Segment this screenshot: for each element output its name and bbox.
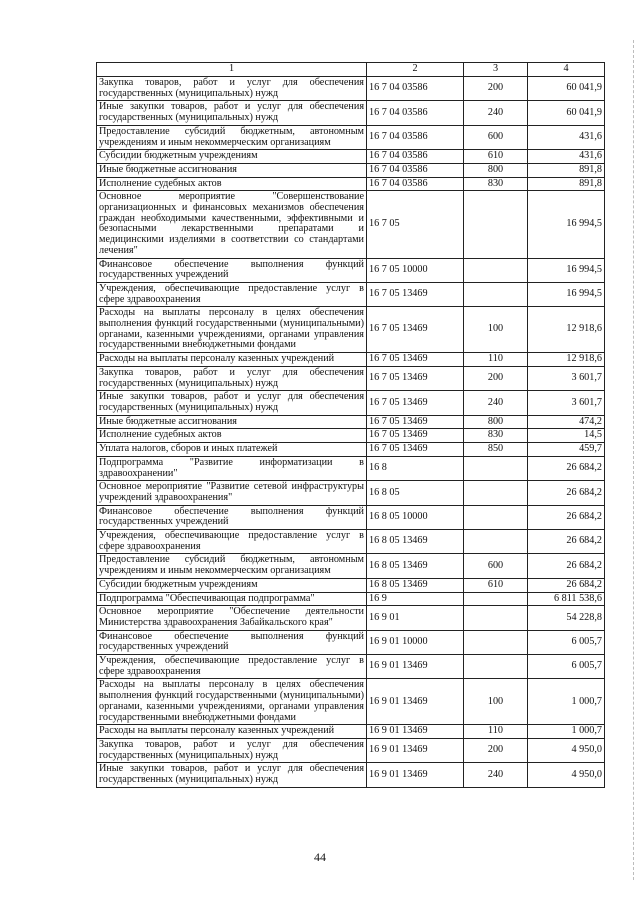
cell-expense-type: 200 bbox=[464, 77, 528, 101]
cell-expense-type: 240 bbox=[464, 101, 528, 125]
cell-code: 16 7 05 13469 bbox=[367, 443, 464, 457]
table-row bbox=[97, 738, 605, 762]
table-row bbox=[97, 655, 605, 679]
cell-name: Подпрограмма "Развитие информатизации в здравоохранении" bbox=[97, 456, 367, 480]
cell-amount: 3 601,7 bbox=[528, 366, 605, 390]
cell-code: 16 7 04 03586 bbox=[367, 77, 464, 101]
table-row bbox=[97, 163, 605, 177]
cell-expense-type: 240 bbox=[464, 391, 528, 415]
table-row bbox=[97, 415, 605, 429]
cell-expense-type: 110 bbox=[464, 725, 528, 739]
table-row bbox=[97, 505, 605, 529]
cell-expense-type: 200 bbox=[464, 366, 528, 390]
table-row bbox=[97, 101, 605, 125]
cell-name: Иные бюджетные ассигнования bbox=[97, 163, 367, 177]
cell-code: 16 9 01 10000 bbox=[367, 630, 464, 654]
header-row bbox=[97, 63, 605, 77]
cell-expense-type bbox=[464, 456, 528, 480]
cell-name: Иные закупки товаров, работ и услуг для обеспечения государственных (муниципальных) нужд bbox=[97, 101, 367, 125]
cell-name: Закупка товаров, работ и услуг для обеспечения государственных (муниципальных) нужд bbox=[97, 738, 367, 762]
cell-amount: 26 684,2 bbox=[528, 456, 605, 480]
header-col-2: 2 bbox=[367, 63, 464, 77]
cell-name: Расходы на выплаты персоналу казенных учреждений bbox=[97, 725, 367, 739]
cell-code: 16 7 05 13469 bbox=[367, 366, 464, 390]
cell-code: 16 9 01 bbox=[367, 606, 464, 630]
table-row bbox=[97, 258, 605, 282]
table-row bbox=[97, 353, 605, 367]
cell-code: 16 9 01 13469 bbox=[367, 725, 464, 739]
cell-expense-type: 850 bbox=[464, 443, 528, 457]
cell-code: 16 8 05 13469 bbox=[367, 554, 464, 578]
cell-code: 16 8 05 bbox=[367, 481, 464, 505]
cell-amount: 6 005,7 bbox=[528, 655, 605, 679]
cell-code: 16 7 05 10000 bbox=[367, 258, 464, 282]
cell-code: 16 7 04 03586 bbox=[367, 101, 464, 125]
cell-code: 16 8 05 13469 bbox=[367, 578, 464, 592]
cell-amount: 26 684,2 bbox=[528, 578, 605, 592]
cell-expense-type bbox=[464, 505, 528, 529]
cell-name: Учреждения, обеспечивающие предоставление услуг в сфере здравоохранения bbox=[97, 655, 367, 679]
cell-expense-type: 830 bbox=[464, 429, 528, 443]
table-row bbox=[97, 77, 605, 101]
header-col-1: 1 bbox=[97, 63, 367, 77]
cell-name: Учреждения, обеспечивающие предоставление услуг в сфере здравоохранения bbox=[97, 282, 367, 306]
cell-amount: 431,6 bbox=[528, 125, 605, 149]
cell-amount: 12 918,6 bbox=[528, 353, 605, 367]
cell-name: Подпрограмма "Обеспечивающая подпрограмма" bbox=[97, 592, 367, 606]
cell-amount: 4 950,0 bbox=[528, 738, 605, 762]
cell-code: 16 9 01 13469 bbox=[367, 679, 464, 725]
cell-name: Финансовое обеспечение выполнения функций государственных учреждений bbox=[97, 258, 367, 282]
cell-name: Расходы на выплаты персоналу в целях обеспечения выполнения функций государственными (муниципальными) органами, казенными учреждениями, органами управления государственными внебюджетными фондами bbox=[97, 307, 367, 353]
cell-expense-type: 800 bbox=[464, 415, 528, 429]
table-row bbox=[97, 366, 605, 390]
cell-amount: 26 684,2 bbox=[528, 505, 605, 529]
cell-amount: 6 005,7 bbox=[528, 630, 605, 654]
cell-code: 16 9 01 13469 bbox=[367, 655, 464, 679]
table-row bbox=[97, 125, 605, 149]
cell-amount: 1 000,7 bbox=[528, 679, 605, 725]
table-row bbox=[97, 443, 605, 457]
table-row bbox=[97, 530, 605, 554]
table-row bbox=[97, 578, 605, 592]
cell-name: Иные бюджетные ассигнования bbox=[97, 415, 367, 429]
cell-name: Субсидии бюджетным учреждениям bbox=[97, 150, 367, 164]
cell-name: Финансовое обеспечение выполнения функций государственных учреждений bbox=[97, 505, 367, 529]
cell-expense-type: 600 bbox=[464, 554, 528, 578]
page-number: 44 bbox=[314, 850, 326, 864]
cell-name: Исполнение судебных актов bbox=[97, 177, 367, 191]
cell-code: 16 7 04 03586 bbox=[367, 163, 464, 177]
cell-expense-type bbox=[464, 630, 528, 654]
cell-amount: 16 994,5 bbox=[528, 258, 605, 282]
cell-code: 16 7 05 13469 bbox=[367, 429, 464, 443]
cell-expense-type: 240 bbox=[464, 763, 528, 787]
cell-amount: 891,8 bbox=[528, 177, 605, 191]
cell-expense-type: 610 bbox=[464, 150, 528, 164]
cell-code: 16 7 05 13469 bbox=[367, 307, 464, 353]
cell-name: Основное мероприятие "Развитие сетевой инфраструктуры учреждений здравоохранения" bbox=[97, 481, 367, 505]
cell-code: 16 8 05 10000 bbox=[367, 505, 464, 529]
cell-amount: 4 950,0 bbox=[528, 763, 605, 787]
cell-amount: 14,5 bbox=[528, 429, 605, 443]
cell-name: Предоставление субсидий бюджетным, автономным учреждениям и иным некоммерческим организациям bbox=[97, 554, 367, 578]
table-row bbox=[97, 763, 605, 787]
cell-name: Финансовое обеспечение выполнения функций государственных учреждений bbox=[97, 630, 367, 654]
cell-code: 16 9 bbox=[367, 592, 464, 606]
cell-code: 16 7 05 bbox=[367, 191, 464, 258]
cell-name: Основное мероприятие "Совершенствование организационных и финансовых механизмов обеспечения граждан необходимыми качественными, эффективными и безопасными лекарственными препаратами и медицинскими изделиями в соответствии со стандартами лечения" bbox=[97, 191, 367, 258]
budget-table bbox=[96, 62, 605, 788]
cell-code: 16 7 05 13469 bbox=[367, 282, 464, 306]
cell-amount: 891,8 bbox=[528, 163, 605, 177]
table-row bbox=[97, 191, 605, 258]
cell-expense-type: 110 bbox=[464, 353, 528, 367]
cell-amount: 474,2 bbox=[528, 415, 605, 429]
table-row bbox=[97, 679, 605, 725]
table-row bbox=[97, 606, 605, 630]
cell-expense-type: 100 bbox=[464, 307, 528, 353]
cell-amount: 54 228,8 bbox=[528, 606, 605, 630]
cell-amount: 459,7 bbox=[528, 443, 605, 457]
cell-amount: 26 684,2 bbox=[528, 530, 605, 554]
table-row bbox=[97, 592, 605, 606]
table-body bbox=[97, 77, 605, 788]
table-header bbox=[97, 63, 605, 77]
cell-code: 16 7 04 03586 bbox=[367, 177, 464, 191]
cell-amount: 26 684,2 bbox=[528, 481, 605, 505]
cell-amount: 16 994,5 bbox=[528, 282, 605, 306]
cell-name: Закупка товаров, работ и услуг для обеспечения государственных (муниципальных) нужд bbox=[97, 366, 367, 390]
cell-amount: 16 994,5 bbox=[528, 191, 605, 258]
cell-amount: 12 918,6 bbox=[528, 307, 605, 353]
cell-name: Уплата налогов, сборов и иных платежей bbox=[97, 443, 367, 457]
cell-expense-type bbox=[464, 592, 528, 606]
cell-expense-type: 100 bbox=[464, 679, 528, 725]
cell-expense-type bbox=[464, 481, 528, 505]
table-row bbox=[97, 391, 605, 415]
cell-name: Субсидии бюджетным учреждениям bbox=[97, 578, 367, 592]
cell-code: 16 8 05 13469 bbox=[367, 530, 464, 554]
cell-expense-type bbox=[464, 191, 528, 258]
cell-name: Закупка товаров, работ и услуг для обеспечения государственных (муниципальных) нужд bbox=[97, 77, 367, 101]
cell-code: 16 7 04 03586 bbox=[367, 125, 464, 149]
cell-amount: 431,6 bbox=[528, 150, 605, 164]
table-row bbox=[97, 630, 605, 654]
cell-code: 16 9 01 13469 bbox=[367, 763, 464, 787]
cell-amount: 60 041,9 bbox=[528, 77, 605, 101]
cell-code: 16 9 01 13469 bbox=[367, 738, 464, 762]
cell-code: 16 7 04 03586 bbox=[367, 150, 464, 164]
cell-expense-type bbox=[464, 530, 528, 554]
cell-name: Расходы на выплаты персоналу казенных учреждений bbox=[97, 353, 367, 367]
cell-expense-type: 800 bbox=[464, 163, 528, 177]
cell-code: 16 8 bbox=[367, 456, 464, 480]
cell-code: 16 7 05 13469 bbox=[367, 391, 464, 415]
cell-amount: 26 684,2 bbox=[528, 554, 605, 578]
table-row bbox=[97, 554, 605, 578]
cell-expense-type: 830 bbox=[464, 177, 528, 191]
cell-expense-type: 600 bbox=[464, 125, 528, 149]
cell-name: Расходы на выплаты персоналу в целях обеспечения выполнения функций государственными (муниципальными) органами, казенными учреждениями, органами управления государственными внебюджетными фондами bbox=[97, 679, 367, 725]
cell-expense-type bbox=[464, 655, 528, 679]
cell-amount: 60 041,9 bbox=[528, 101, 605, 125]
scan-edge-line bbox=[632, 40, 634, 880]
table-row bbox=[97, 150, 605, 164]
cell-name: Предоставление субсидий бюджетным, автономным учреждениям и иным некоммерческим организациям bbox=[97, 125, 367, 149]
table-row bbox=[97, 177, 605, 191]
cell-name: Исполнение судебных актов bbox=[97, 429, 367, 443]
cell-amount: 6 811 538,6 bbox=[528, 592, 605, 606]
cell-expense-type bbox=[464, 606, 528, 630]
cell-name: Основное мероприятие "Обеспечение деятельности Министерства здравоохранения Забайкальского края" bbox=[97, 606, 367, 630]
cell-amount: 1 000,7 bbox=[528, 725, 605, 739]
cell-code: 16 7 05 13469 bbox=[367, 415, 464, 429]
cell-code: 16 7 05 13469 bbox=[367, 353, 464, 367]
cell-amount: 3 601,7 bbox=[528, 391, 605, 415]
table-row bbox=[97, 282, 605, 306]
table-row bbox=[97, 456, 605, 480]
cell-name: Учреждения, обеспечивающие предоставление услуг в сфере здравоохранения bbox=[97, 530, 367, 554]
table-row bbox=[97, 725, 605, 739]
table-row bbox=[97, 481, 605, 505]
cell-name: Иные закупки товаров, работ и услуг для обеспечения государственных (муниципальных) нужд bbox=[97, 391, 367, 415]
cell-expense-type bbox=[464, 282, 528, 306]
header-col-4: 4 bbox=[528, 63, 605, 77]
cell-expense-type: 610 bbox=[464, 578, 528, 592]
header-col-3: 3 bbox=[464, 63, 528, 77]
table-row bbox=[97, 429, 605, 443]
cell-name: Иные закупки товаров, работ и услуг для обеспечения государственных (муниципальных) нужд bbox=[97, 763, 367, 787]
cell-expense-type bbox=[464, 258, 528, 282]
table-row bbox=[97, 307, 605, 353]
cell-expense-type: 200 bbox=[464, 738, 528, 762]
